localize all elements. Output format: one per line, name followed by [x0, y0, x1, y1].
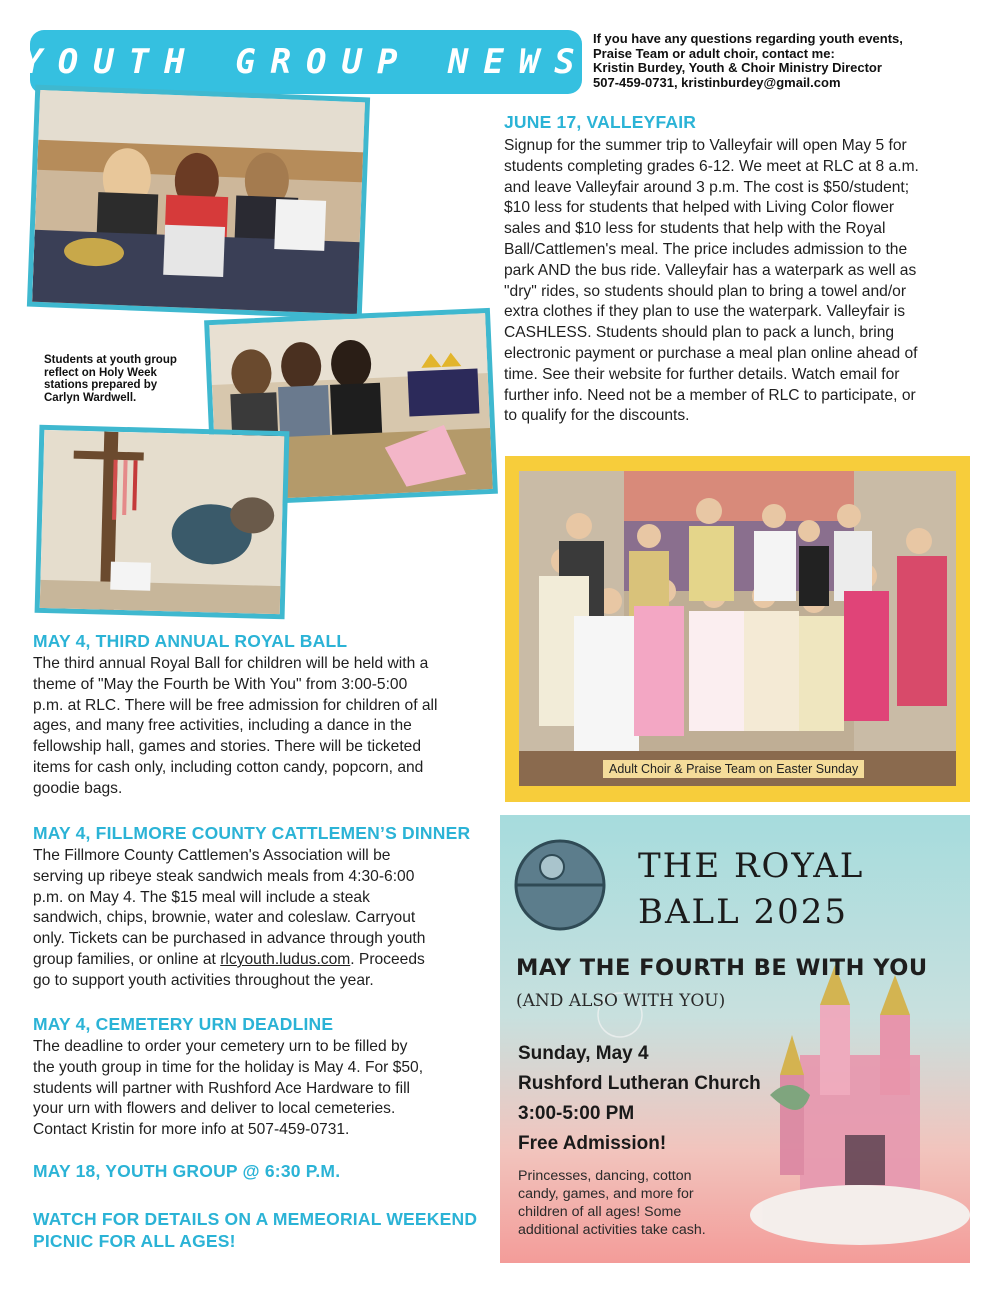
text-segment: group families, or online at: [33, 950, 221, 968]
royal-ball-poster: [500, 815, 970, 1263]
text-line: Contact Kristin for more info at 507-459-0731.: [33, 1121, 350, 1139]
contact-line: 507-459-0731, kristinburdey@gmail.com: [593, 74, 841, 90]
holy-week-photo-1-image: [32, 90, 370, 320]
text-line: park AND the bus ride. Valleyfair has a waterpark as well as: [504, 261, 917, 279]
text-line: The deadline to order your cemetery urn to be filled by: [33, 1038, 408, 1055]
poster-subtitle-2: (AND ALSO WITH YOU): [516, 991, 726, 1011]
text-line: fellowship hall, games and stories. There will be ticketed: [33, 738, 422, 756]
poster-admission: Free Admission!: [518, 1133, 667, 1154]
text-line: your urn with flowers and deliver to local cemeteries.: [33, 1100, 396, 1118]
holy-week-photo-3: [35, 425, 290, 619]
text-line: The third annual Royal Ball for children will be held with a: [33, 655, 429, 672]
text-line: Signup for the summer trip to Valleyfair will open May 5 for: [504, 137, 907, 154]
poster-date: Sunday, May 4: [518, 1043, 649, 1064]
holy-week-caption: [44, 354, 204, 404]
text-line: students will partner with Rushford Ace Hardware to fill: [33, 1079, 411, 1097]
contact-info: [593, 32, 993, 90]
text-line: to qualify for the discounts.: [504, 407, 690, 425]
text-line: theme of "May the Fourth be With You" from 3:00-5:00: [33, 675, 408, 693]
text-line: $10 less for students that helped with Living Color flower: [504, 199, 895, 217]
urn-body: [33, 1037, 488, 1141]
rlcyouth-link[interactable]: rlcyouth.ludus.com: [220, 950, 351, 968]
text-line: The Fillmore County Cattlemen's Association will be: [33, 847, 391, 864]
valleyfair-body: [504, 136, 974, 427]
poster-description: [518, 1167, 758, 1239]
picnic-heading: [33, 1208, 477, 1252]
contact-line: If you have any questions regarding youth events,: [593, 31, 903, 46]
poster-location: Rushford Lutheran Church: [518, 1073, 761, 1094]
cattlemen-body: [33, 846, 488, 992]
text-line: "dry" rides, so students should plan to bring a towel and/or: [504, 282, 907, 300]
banner-title: YOUTH GROUP NEWS: [22, 42, 590, 82]
caption-line: Students at youth group: [44, 354, 177, 366]
text-line: ages, and many free activities, including a dance in the: [33, 717, 412, 735]
text-line: electronic payment or purchase a meal plan online ahead of: [504, 344, 918, 362]
cattlemen-heading: MAY 4, FILLMORE COUNTY CATTLEMEN’S DINNER: [33, 823, 471, 843]
text-line: students completing grades 6-12. We meet at RLC at 8 a.m.: [504, 157, 919, 175]
text-line: children of all ages! Some: [518, 1204, 682, 1220]
text-line: only. Tickets can be purchased in advance through youth: [33, 930, 426, 948]
easter-group-photo-image: [519, 471, 956, 786]
text-line: p.m. on May 4. The $15 meal will include a steak: [33, 888, 370, 906]
text-line: items for cash only, including cotton candy, popcorn, and: [33, 758, 424, 776]
group-photo-frame: [505, 456, 970, 802]
poster-details: [518, 1039, 761, 1159]
poster-subtitle: MAY THE FOURTH BE WITH YOU: [516, 955, 928, 981]
text-line: Ball/Cattlemen's meal. The price includes admission to the: [504, 240, 908, 258]
text-segment: . Proceeds: [350, 950, 425, 968]
text-line: go to support youth activities throughout the year.: [33, 971, 374, 989]
text-line: extra clothes if they plan to use the waterpark. Valleyfair is: [504, 303, 906, 321]
text-line: p.m. at RLC. There will be free admission for children of all: [33, 696, 438, 714]
text-line: further info. Need not be a member of RLC to participate, or: [504, 386, 916, 404]
text-line: goodie bags.: [33, 779, 123, 797]
royal-ball-heading: MAY 4, THIRD ANNUAL ROYAL BALL: [33, 631, 348, 651]
text-line: the youth group in time for the holiday is May 4. For $50,: [33, 1058, 424, 1076]
valleyfair-heading: JUNE 17, VALLEYFAIR: [504, 112, 697, 132]
heading-line: WATCH FOR DETAILS ON A MEMEORIAL WEEKEND: [33, 1209, 478, 1229]
caption-line: stations prepared by: [44, 379, 158, 391]
text-line: candy, games, and more for: [518, 1186, 694, 1202]
heading-line: PICNIC FOR ALL AGES!: [33, 1231, 236, 1251]
holy-week-photo-3-image: [39, 430, 289, 619]
urn-heading: MAY 4, CEMETERY URN DEADLINE: [33, 1014, 334, 1034]
contact-line: Praise Team or adult choir, contact me:: [593, 45, 835, 61]
text-line: time. See their website for further details. Watch email for: [504, 365, 900, 383]
group-photo-caption: Adult Choir & Praise Team on Easter Sunday: [603, 760, 864, 778]
poster-title-line: THE ROYAL: [638, 846, 865, 886]
caption-line: Carlyn Wardwell.: [44, 391, 137, 404]
holy-week-photo-1: [27, 85, 370, 320]
newsletter-banner: [22, 30, 590, 94]
poster-time: 3:00-5:00 PM: [518, 1103, 635, 1124]
text-line: CASHLESS. Students should plan to pack a lunch, bring: [504, 324, 895, 342]
text-line: [33, 950, 488, 971]
text-line: additional activities take cash.: [518, 1222, 706, 1238]
easter-group-photo: [519, 471, 956, 786]
text-line: Princesses, dancing, cotton: [518, 1168, 692, 1184]
contact-line: Kristin Burdey, Youth & Choir Ministry Director: [593, 60, 882, 75]
text-line: serving up ribeye steak sandwich meals from 4:30-6:00: [33, 867, 415, 885]
text-line: sales and $10 less for students that help with the Royal: [504, 220, 886, 238]
poster-title-line: BALL 2025: [638, 892, 849, 932]
royal-ball-body: [33, 654, 488, 800]
poster-title: [638, 843, 864, 935]
text-line: and leave Valleyfair around 3 p.m. The cost is $50/student;: [504, 178, 910, 196]
youth-group-heading: MAY 18, YOUTH GROUP @ 6:30 P.M.: [33, 1161, 341, 1181]
text-line: sandwich, chips, brownie, water and coleslaw. Carryout: [33, 909, 416, 927]
caption-line: reflect on Holy Week: [44, 366, 157, 379]
